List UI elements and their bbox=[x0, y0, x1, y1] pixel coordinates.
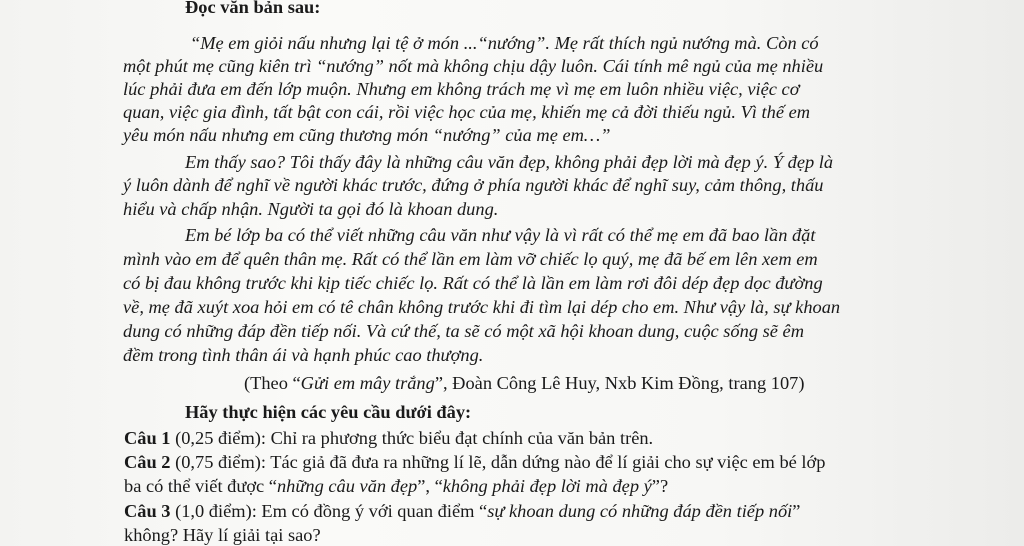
passage-line: một phút mẹ cũng kiên trì “nướng” nốt mà không chịu dậy luôn. Cái tính mê ngủ của mẹ nhiều bbox=[123, 56, 824, 76]
question-text: (0,75 điểm): Tác giả đã đưa ra những lí lẽ, dẫn dứng nào để lí giải cho sự việc em bé lớp bbox=[170, 452, 826, 472]
question-1 bbox=[124, 427, 653, 449]
passage-line: dung có những đáp đền tiếp nối. Và cứ thế, ta sẽ có một xã hội khoan dung, cuộc sống sẽ êm bbox=[123, 321, 804, 341]
question-label: Câu 1 bbox=[124, 428, 171, 448]
question-text: ba có thể viết được “ bbox=[124, 476, 277, 496]
question-3 bbox=[124, 500, 800, 522]
passage-line: có bị đau không trước khi kịp tiếc chiếc lọ. Rất có thể là lần em làm rơi đôi dép đẹp dọc đường bbox=[123, 273, 823, 293]
quoted-phrase: sự khoan dung có những đáp đền tiếp nối bbox=[487, 501, 793, 521]
quoted-phrase: những câu văn đẹp bbox=[276, 476, 418, 496]
question-2 bbox=[124, 451, 825, 473]
passage-line: mình vào em để quên thân mẹ. Rất có thể lần em làm vỡ chiếc lọ quý, mẹ đã bế em lên xem em bbox=[123, 249, 818, 269]
passage-line: yêu món nấu nhưng em cũng thương món “nướng” của mẹ em…” bbox=[123, 125, 611, 145]
source-book-title: Gửi em mây trắng bbox=[300, 373, 435, 393]
passage-line: Em bé lớp ba có thể viết những câu văn như vậy là vì rất có thể mẹ em đã bao lần đặt bbox=[185, 225, 816, 245]
passage-line: lúc phải đưa em đến lớp muộn. Nhưng em không trách mẹ vì mẹ em luôn nhiều việc, việc cơ bbox=[123, 79, 800, 99]
question-text: (0,25 điểm): Chỉ ra phương thức biểu đạt chính của văn bản trên. bbox=[170, 428, 654, 448]
question-label: Câu 2 bbox=[124, 452, 171, 472]
question-2-line-2 bbox=[124, 475, 668, 497]
quoted-phrase: không phải đẹp lời mà đẹp ý bbox=[442, 476, 652, 496]
passage-line: ý luôn dành để nghĩ về người khác trước, đứng ở phía người khác để nghĩ suy, cảm thông, thấu bbox=[123, 175, 824, 195]
source-suffix: ”, Đoàn Công Lê Huy, Nxb Kim Đồng, trang 107) bbox=[434, 373, 805, 393]
source-citation bbox=[244, 372, 804, 394]
question-3-line-2: không? Hãy lí giải tại sao? bbox=[124, 525, 321, 545]
passage-line: hiểu và chấp nhận. Người ta gọi đó là khoan dung. bbox=[123, 199, 499, 219]
passage-line: quan, việc gia đình, tất bật con cái, rồi việc học của mẹ, khiến mẹ cả đời thiếu ngủ. Vì thế em bbox=[123, 102, 811, 122]
question-text: ” bbox=[792, 501, 801, 521]
source-prefix: (Theo “ bbox=[244, 373, 301, 393]
question-text: (1,0 điểm): Em có đồng ý với quan điểm “ bbox=[170, 501, 488, 521]
tasks-heading: Hãy thực hiện các yêu cầu dưới đây: bbox=[185, 402, 472, 422]
passage-line: đềm trong tình thân ái và hạnh phúc cao thượng. bbox=[123, 345, 484, 365]
passage-line: Em thấy sao? Tôi thấy đây là những câu văn đẹp, không phải đẹp lời mà đẹp ý. Ý đẹp là bbox=[185, 152, 834, 172]
question-text: ”? bbox=[651, 476, 669, 496]
passage-line: “Mẹ em giỏi nấu nhưng lại tệ ở món ...“nướng”. Mẹ rất thích ngủ nướng mà. Còn có bbox=[190, 33, 819, 53]
reading-heading: Đọc văn bản sau: bbox=[185, 0, 321, 17]
question-label: Câu 3 bbox=[124, 501, 171, 521]
question-text: ”, “ bbox=[417, 476, 443, 496]
passage-line: về, mẹ đã xuýt xoa hỏi em có tê chân không trước khi đi tìm lại dép cho em. Như vậy là, sự khoan bbox=[123, 297, 841, 317]
